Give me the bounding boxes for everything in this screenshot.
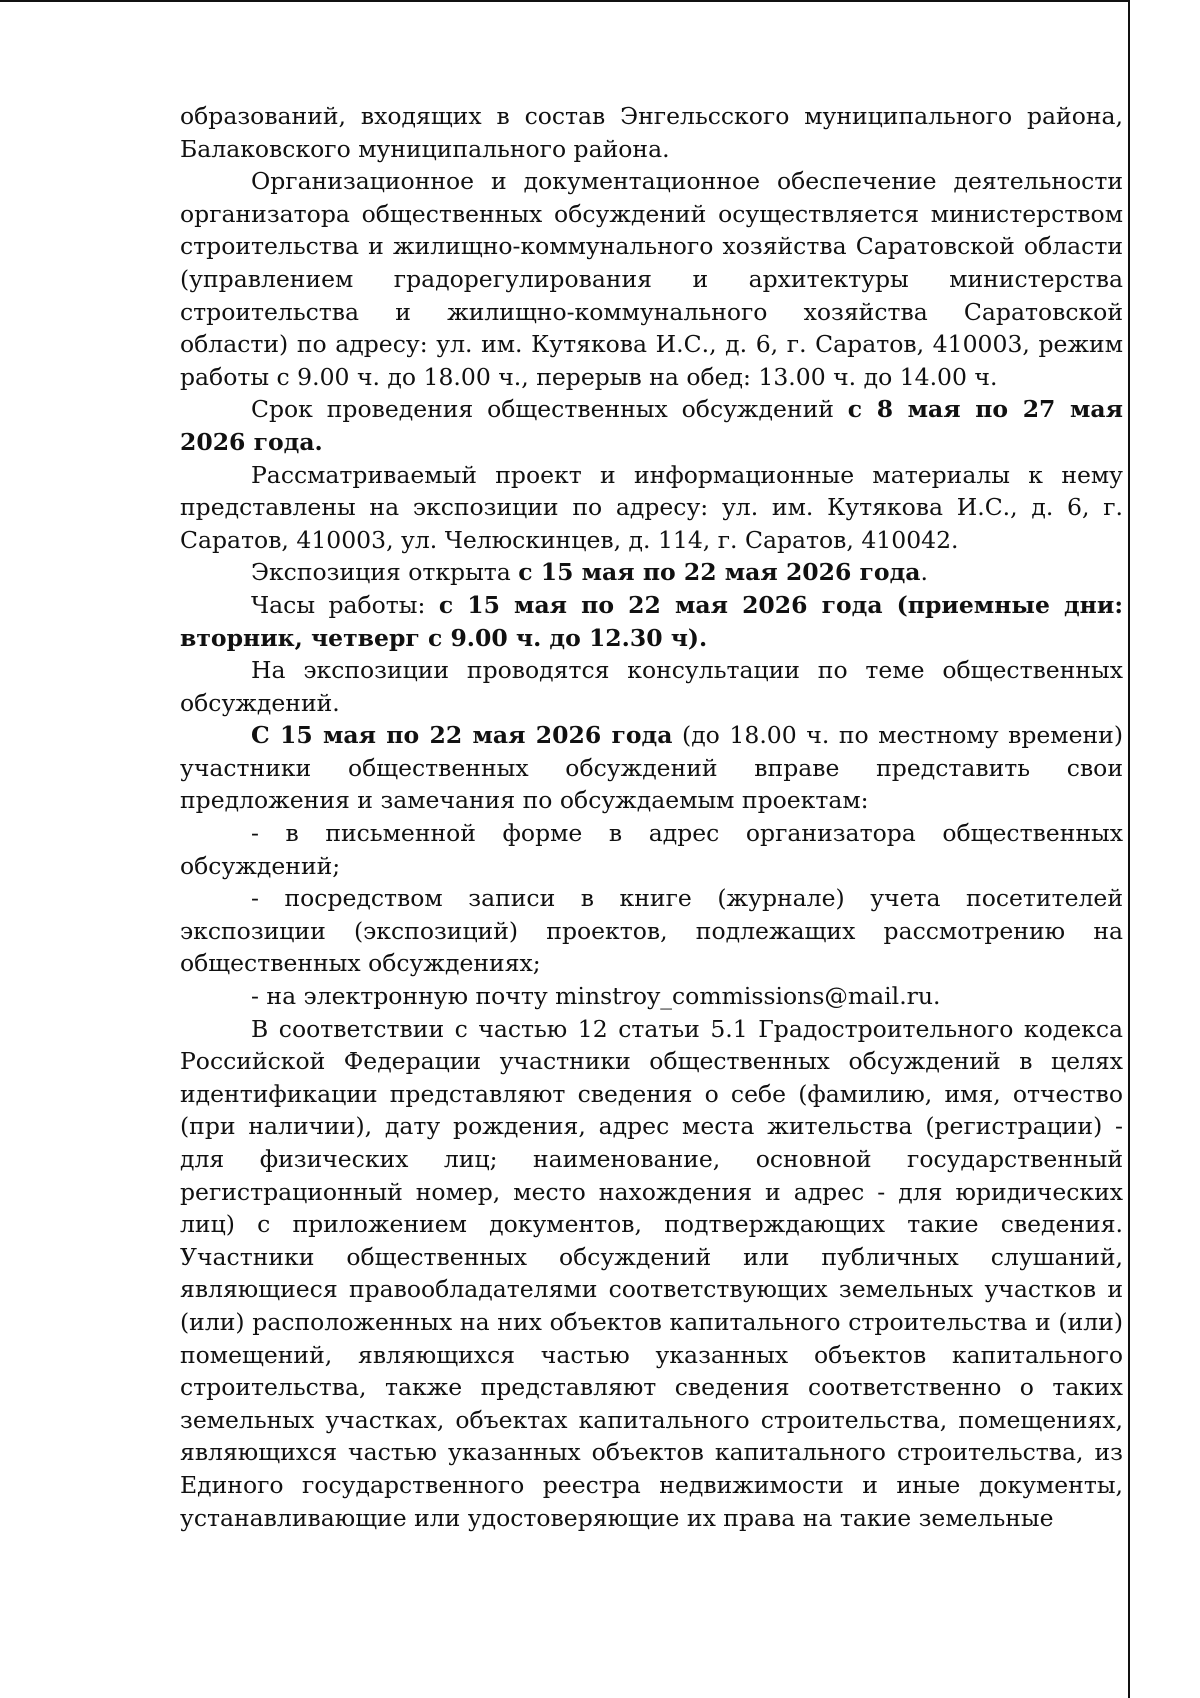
paragraph-proposals — [180, 719, 1123, 817]
working-hours-text: Часы работы: — [251, 590, 439, 619]
paragraph-continuation: образований, входящих в состав Энгельсского муниципального района, Балаковского муниципального района. — [180, 102, 1123, 163]
term-dates: с 8 мая по 27 мая 2026 года. — [180, 395, 1123, 456]
proposals-dates: С 15 мая по 22 мая 2026 года — [251, 721, 673, 750]
list-item-journal: - посредством записи в книге (журнале) учета посетителей экспозиции (экспозиций) проектов, подлежащих рассмотрению на общественных обсуждениях; — [180, 884, 1123, 978]
scan-border-right — [1128, 0, 1130, 1698]
list-item-written: - в письменной форме в адрес организатора общественных обсуждений; — [180, 819, 1123, 880]
paragraph-organization: Организационное и документационное обеспечение деятельности организатора общественных обсуждений осуществляется министерством строительства и жилищно-коммунального хозяйства Саратовской области (управлением градорегулирования и архитектуры министерства строительства и жилищно-коммунального хозяйства Саратовской области) по адресу: ул. им. Кутякова И.С., д. 6, г. Саратов, 410003, режим работы с 9.00 ч. до 18.00 ч., перерыв на обед: 13.00 ч. до 14.00 ч. — [180, 167, 1123, 391]
proposals-text: (до 18.00 ч. по местному времени) участники общественных обсуждений вправе представить свои предложения и замечания по обсуждаемым проектам: — [180, 721, 1123, 815]
paragraph-exposition-address: Рассматриваемый проект и информационные материалы к нему представлены на экспозиции по адресу: ул. им. Кутякова И.С., д. 6, г. Саратов, 410003, ул. Челюскинцев, д. 114, г. Саратов, 410042. — [180, 460, 1123, 554]
paragraph-term — [180, 393, 1123, 458]
paragraph-identification: В соответствии с частью 12 статьи 5.1 Градостроительного кодекса Российской Федерации участники общественных обсуждений в целях идентификации представляют сведения о себе (фамилию, имя, отчество (при наличии), дату рождения, адрес места жительства (регистрации) - для физических лиц; наименование, основной государственный регистрационный номер, место нахождения и адрес - для юридических лиц) с приложением документов, подтверждающих такие сведения. Участники общественных обсуждений или публичных слушаний, являющиеся правообладателями соответствующих земельных участков и (или) расположенных на них объектов капитального строительства и (или) помещений, являющихся частью указанных объектов капитального строительства, также представляют сведения соответственно о таких земельных участках, объектах капитального строительства, помещениях, являющихся частью указанных объектов капитального строительства, из Единого государственного реестра недвижимости и иные документы, устанавливающие или удостоверяющие их права на такие земельные — [180, 1014, 1123, 1532]
paragraph-consultations: На экспозиции проводятся консультации по теме общественных обсуждений. — [180, 656, 1123, 717]
document-body — [180, 100, 1123, 1534]
scan-border-top — [0, 0, 1130, 2]
paragraph-working-hours — [180, 589, 1123, 654]
exposition-open-end: . — [920, 558, 928, 587]
exposition-open-text: Экспозиция открыта — [251, 558, 519, 587]
term-text: Срок проведения общественных обсуждений — [251, 395, 848, 424]
working-hours-dates: с 15 мая по 22 мая 2026 года (приемные дни: вторник, четверг с 9.00 ч. до 12.30 ч). — [180, 590, 1123, 652]
exposition-open-dates: с 15 мая по 22 мая 2026 года — [518, 558, 921, 587]
paragraph-exposition-open — [180, 556, 1123, 589]
list-item-email: - на электронную почту minstroy_commissions@mail.ru. — [251, 982, 941, 1011]
